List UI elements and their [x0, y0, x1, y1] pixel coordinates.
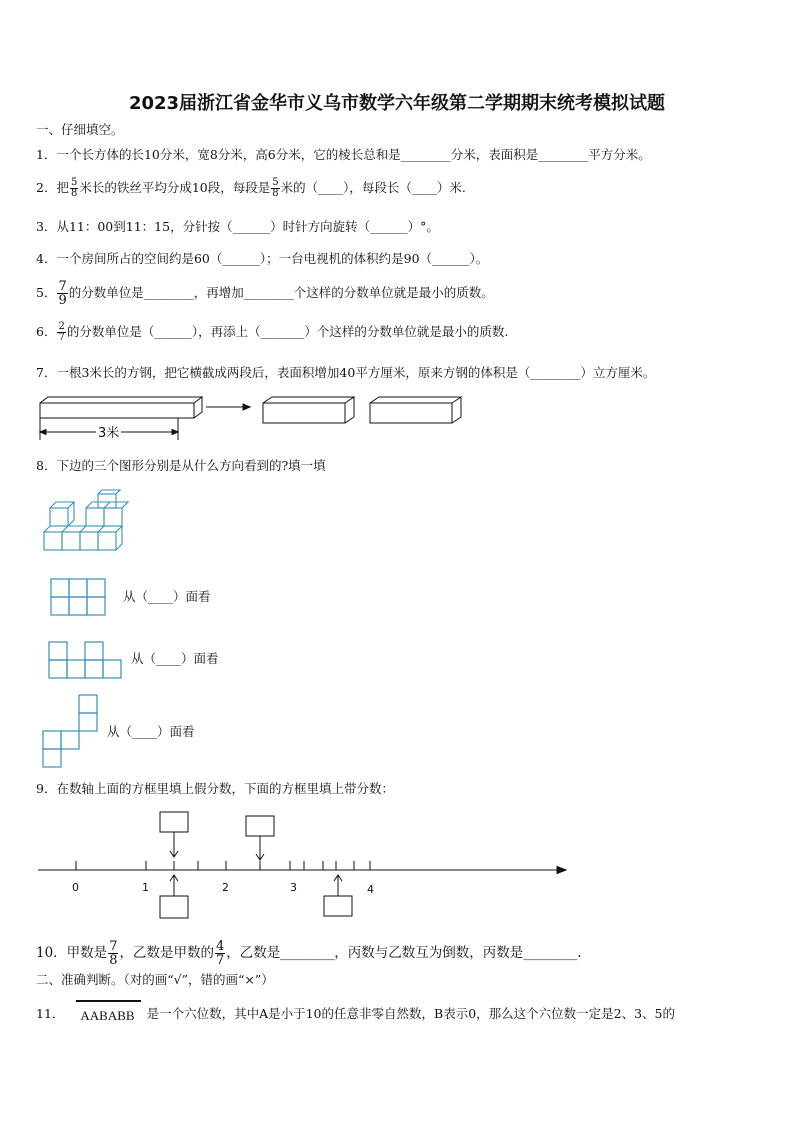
axis-label-1: 1: [142, 881, 149, 894]
question-9: 9．在数轴上面的方框里填上假分数，下面的方框里填上带分数：: [36, 781, 394, 796]
q2-mid: 米长的铁丝平均分成10段，每段是: [79, 180, 271, 195]
question-1: 1．一个长方体的长10分米，宽8分米，高6分米，它的棱长总和是________分米，表面积是________平方分米。: [36, 147, 651, 162]
question-5: [36, 280, 494, 307]
q11-overlined-number: AABABB: [76, 1000, 140, 1024]
axis-label-2: 2: [222, 881, 229, 894]
q8-view-3-grid: [42, 694, 102, 768]
q9-number-line: [36, 810, 570, 922]
axis-label-3: 3: [290, 881, 297, 894]
q8-view-2-grid: [48, 640, 124, 680]
q8-cube-arrangement: [42, 492, 126, 554]
q10-fraction-2: $\frac{4}{7}$: [215, 939, 225, 968]
q8-view-1-label: 从（____）面看: [123, 589, 211, 604]
question-6: [36, 322, 508, 343]
q2-tail: 米的（____），每段长（____）米.: [280, 180, 466, 195]
q10-c: ，乙数是________，丙数与乙数互为倒数，丙数是________.: [226, 945, 582, 961]
question-11: [36, 1000, 675, 1026]
q6-fraction: $\frac{2}{7}$: [58, 321, 65, 343]
section-2-heading: 二、准确判断。（对的画“√”，错的画“×”）: [36, 972, 274, 987]
axis-label-0: 0: [72, 881, 79, 894]
q11-tail: 是一个六位数，其中A是小于10的任意非零自然数，B表示0，那么这个六位数一定是2、3、5的: [146, 1006, 676, 1021]
question-8: 8．下边的三个图形分别是从什么方向看到的?填一填: [36, 458, 326, 473]
q6-num: 6．: [36, 324, 57, 339]
q2-fraction-1: $\frac{5}{8}$: [70, 177, 78, 199]
q10-fraction-1: $\frac{7}{8}$: [109, 939, 118, 968]
q10-b: ，乙数是甲数的: [119, 945, 214, 961]
q5-fraction: $\frac{7}{9}$: [58, 279, 67, 308]
q8-view-2-label: 从（____）面看: [131, 651, 219, 666]
q2-num: 2．把: [36, 180, 69, 195]
axis-label-4: 4: [367, 883, 374, 896]
q7-length-label: 3米: [98, 426, 120, 441]
question-4: 4．一个房间所占的空间约是60（______）；一台电视机的体积约是90（______）。: [36, 251, 489, 266]
q2-fraction-2: $\frac{5}{8}$: [272, 177, 279, 199]
q8-view-3-label: 从（____）面看: [107, 724, 195, 739]
q10-a: 10．甲数是: [36, 945, 108, 961]
q8-view-1-grid: [50, 578, 108, 616]
q5-tail: 的分数单位是________，再增加________个这样的分数单位就是最小的质数。: [68, 285, 494, 300]
section-1-heading: 一、仔细填空。: [36, 122, 124, 137]
q5-num: 5．: [36, 285, 57, 300]
page-title: 2023届浙江省金华市义乌市数学六年级第二学期期末统考模拟试题: [128, 93, 666, 114]
question-3: 3．从11：00到11：15，分针按（______）时针方向旋转（______）°。: [36, 219, 439, 234]
question-7: 7．一根3米长的方钢，把它横截成两段后，表面积增加40平方厘米，原来方钢的体积是（________）立方厘米。: [36, 365, 656, 380]
q6-tail: 的分数单位是（______），再添上（_______）个这样的分数单位就是最小的质数.: [66, 324, 509, 339]
question-2: [36, 178, 466, 199]
q11-num: 11．: [36, 1006, 65, 1021]
question-10: [36, 940, 582, 967]
